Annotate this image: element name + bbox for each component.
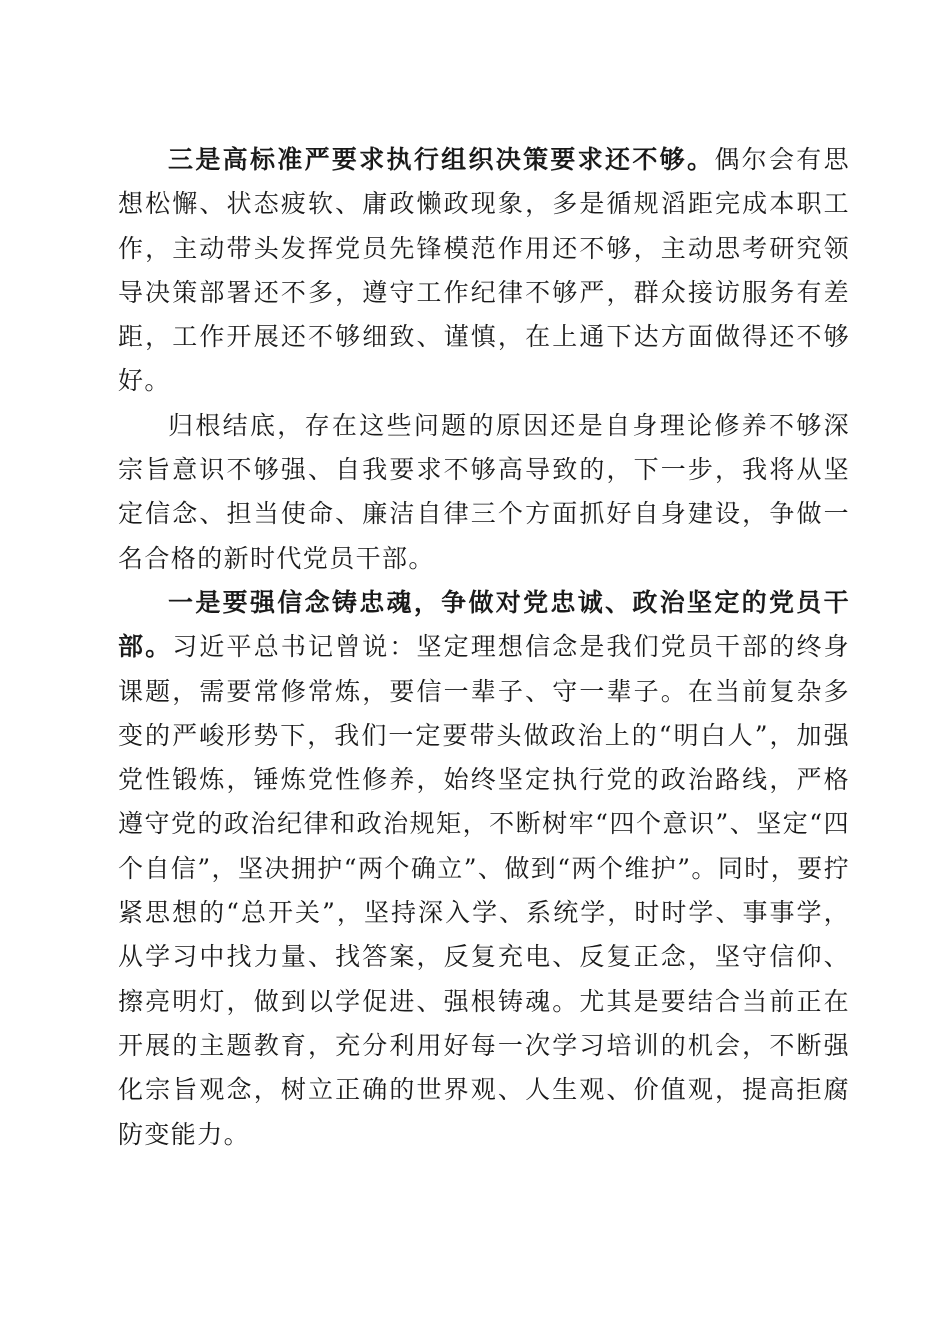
paragraph-problem-three [118, 138, 850, 404]
paragraph-root-cause [118, 404, 850, 581]
paragraph-text: 习近平总书记曾说：坚定理想信念是我们党员干部的终身课题，需要常修常炼，要信一辈子、守一辈子。在当前复杂多变的严峻形势下，我们一定要带头做政治上的“明白人”，加强党性锻炼，锤炼党性修养，始终坚定执行党的政治路线，严格遵守党的政治纪律和政治规矩，不断树牢“四个意识”、坚定“四个自信”，坚决拥护“两个确立”、做到“两个维护”。同时，要拧紧思想的“总开关”，坚持深入学、系统学，时时学、事事学，从学习中找力量、找答案，反复充电、反复正念，坚守信仰、擦亮明灯，做到以学促进、强根铸魂。尤其是要结合当前正在开展的主题教育，充分利用好每一次学习培训的机会，不断强化宗旨观念，树立正确的世界观、人生观、价值观，提高拒腐防变能力。 [118, 632, 850, 1149]
paragraph-text: 偶尔会有思想松懈、状态疲软、庸政懒政现象，多是循规滔距完成本职工作，主动带头发挥党员先锋模范作用还不够，主动思考研究领导决策部署还不多，遵守工作纪律不够严，群众接访服务有差距，工作开展还不够细致、谨慎，在上通下达方面做得还不够好。 [118, 145, 850, 396]
paragraph-lead: 一是要强信念铸忠魂，争做对党忠诚、政治坚定的党员干部。 [118, 587, 850, 662]
paragraph-measure-one [118, 581, 850, 1157]
paragraph-text: 归根结底，存在这些问题的原因还是自身理论修养不够深宗旨意识不够强、自我要求不够高导致的，下一步，我将从坚定信念、担当使命、廉洁自律三个方面抓好自身建设，争做一名合格的新时代党员干部。 [118, 410, 850, 573]
paragraph-lead: 三是高标准严要求执行组织决策要求还不够。 [168, 145, 715, 174]
document-body [118, 138, 850, 1157]
